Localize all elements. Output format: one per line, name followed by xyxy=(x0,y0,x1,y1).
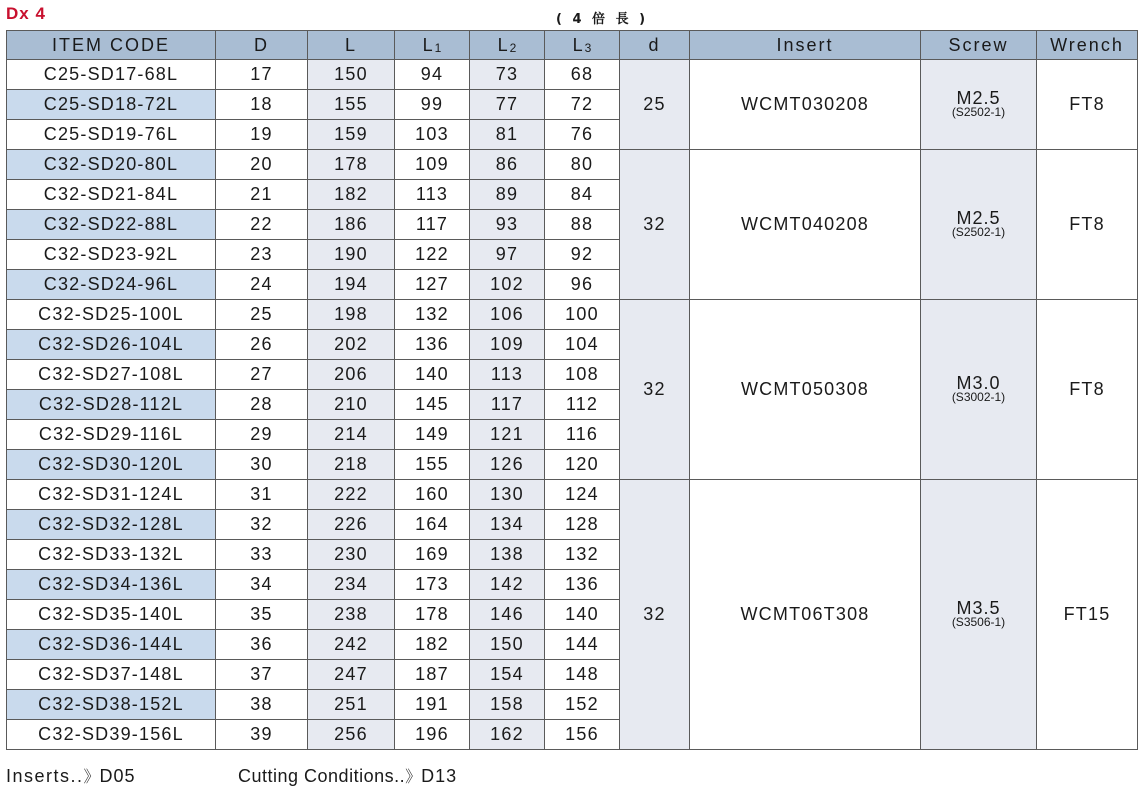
header-screw: Screw xyxy=(921,31,1037,60)
spec-table-body xyxy=(7,60,1138,750)
l-cell: 194 xyxy=(308,270,395,300)
screw-size: M3.0 xyxy=(956,373,1001,393)
l2-cell: 138 xyxy=(470,540,545,570)
header-d-lower: d xyxy=(620,31,690,60)
l1-cell: 182 xyxy=(395,630,470,660)
d-cell: 38 xyxy=(216,690,308,720)
d-cell: 27 xyxy=(216,360,308,390)
l-cell: 198 xyxy=(308,300,395,330)
header-l3-main: L xyxy=(572,34,585,55)
l-cell: 202 xyxy=(308,330,395,360)
l-cell: 230 xyxy=(308,540,395,570)
l1-cell: 149 xyxy=(395,420,470,450)
double-angle-arrow-icon: 》 xyxy=(405,769,422,786)
header-l1-main: L xyxy=(422,34,435,55)
l3-cell: 144 xyxy=(545,630,620,660)
item-code-cell: C32-SD30-120L xyxy=(7,450,216,480)
d-cell: 22 xyxy=(216,210,308,240)
l-cell: 159 xyxy=(308,120,395,150)
l2-cell: 81 xyxy=(470,120,545,150)
d-cell: 31 xyxy=(216,480,308,510)
item-code-cell: C25-SD18-72L xyxy=(7,90,216,120)
item-code-cell: C25-SD19-76L xyxy=(7,120,216,150)
l3-cell: 80 xyxy=(545,150,620,180)
shank-d-cell: 32 xyxy=(620,480,690,750)
l1-cell: 140 xyxy=(395,360,470,390)
l1-cell: 94 xyxy=(395,60,470,90)
l-cell: 210 xyxy=(308,390,395,420)
l2-cell: 97 xyxy=(470,240,545,270)
l3-cell: 148 xyxy=(545,660,620,690)
d-cell: 36 xyxy=(216,630,308,660)
item-code-cell: C32-SD27-108L xyxy=(7,360,216,390)
d-cell: 29 xyxy=(216,420,308,450)
l-cell: 150 xyxy=(308,60,395,90)
wrench-cell: FT8 xyxy=(1037,300,1138,480)
table-row xyxy=(7,60,1138,90)
l3-cell: 88 xyxy=(545,210,620,240)
item-code-cell: C32-SD22-88L xyxy=(7,210,216,240)
l2-cell: 121 xyxy=(470,420,545,450)
l2-cell: 130 xyxy=(470,480,545,510)
d-cell: 35 xyxy=(216,600,308,630)
l2-cell: 134 xyxy=(470,510,545,540)
inserts-reference[interactable] xyxy=(6,764,136,787)
l1-cell: 191 xyxy=(395,690,470,720)
l1-cell: 145 xyxy=(395,390,470,420)
item-code-cell: C32-SD21-84L xyxy=(7,180,216,210)
l3-cell: 132 xyxy=(545,540,620,570)
screw-cell xyxy=(921,150,1037,300)
l3-cell: 96 xyxy=(545,270,620,300)
l3-cell: 92 xyxy=(545,240,620,270)
l1-cell: 109 xyxy=(395,150,470,180)
table-row xyxy=(7,480,1138,510)
item-code-cell: C32-SD33-132L xyxy=(7,540,216,570)
l-cell: 206 xyxy=(308,360,395,390)
l2-cell: 146 xyxy=(470,600,545,630)
l1-cell: 187 xyxy=(395,660,470,690)
screw-cell xyxy=(921,60,1037,150)
l1-cell: 164 xyxy=(395,510,470,540)
cutting-conditions-label: Cutting Conditions.. xyxy=(238,766,406,786)
table-title: Dx 4 xyxy=(6,4,46,23)
d-cell: 20 xyxy=(216,150,308,180)
l2-cell: 86 xyxy=(470,150,545,180)
header-l: L xyxy=(308,31,395,60)
item-code-cell: C32-SD34-136L xyxy=(7,570,216,600)
l-cell: 190 xyxy=(308,240,395,270)
l2-cell: 162 xyxy=(470,720,545,750)
l-cell: 226 xyxy=(308,510,395,540)
l-cell: 242 xyxy=(308,630,395,660)
l3-cell: 152 xyxy=(545,690,620,720)
header-l2 xyxy=(470,31,545,60)
l-cell: 222 xyxy=(308,480,395,510)
l2-cell: 106 xyxy=(470,300,545,330)
l2-cell: 154 xyxy=(470,660,545,690)
item-code-cell: C25-SD17-68L xyxy=(7,60,216,90)
l1-cell: 113 xyxy=(395,180,470,210)
header-l2-sub: 2 xyxy=(509,40,517,55)
d-cell: 39 xyxy=(216,720,308,750)
table-row xyxy=(7,150,1138,180)
l2-cell: 77 xyxy=(470,90,545,120)
wrench-cell: FT15 xyxy=(1037,480,1138,750)
d-cell: 21 xyxy=(216,180,308,210)
item-code-cell: C32-SD32-128L xyxy=(7,510,216,540)
l1-cell: 136 xyxy=(395,330,470,360)
l-cell: 251 xyxy=(308,690,395,720)
l3-cell: 72 xyxy=(545,90,620,120)
l-cell: 238 xyxy=(308,600,395,630)
d-cell: 17 xyxy=(216,60,308,90)
shank-d-cell: 32 xyxy=(620,300,690,480)
l1-cell: 178 xyxy=(395,600,470,630)
screw-code: (S2502-1) xyxy=(951,225,1006,239)
l1-cell: 122 xyxy=(395,240,470,270)
l3-cell: 112 xyxy=(545,390,620,420)
item-code-cell: C32-SD20-80L xyxy=(7,150,216,180)
insert-cell: WCMT030208 xyxy=(690,60,921,150)
header-l1 xyxy=(395,31,470,60)
d-cell: 33 xyxy=(216,540,308,570)
l1-cell: 127 xyxy=(395,270,470,300)
d-cell: 37 xyxy=(216,660,308,690)
header-l1-sub: 1 xyxy=(434,40,442,55)
cutting-conditions-reference[interactable] xyxy=(238,764,457,787)
l3-cell: 128 xyxy=(545,510,620,540)
screw-code: (S2502-1) xyxy=(951,105,1006,119)
l3-cell: 136 xyxy=(545,570,620,600)
item-code-cell: C32-SD26-104L xyxy=(7,330,216,360)
d-cell: 32 xyxy=(216,510,308,540)
l-cell: 256 xyxy=(308,720,395,750)
screw-cell xyxy=(921,480,1037,750)
screw-code: (S3002-1) xyxy=(951,390,1006,404)
screw-code: (S3506-1) xyxy=(951,615,1006,629)
l3-cell: 140 xyxy=(545,600,620,630)
header-wrench: Wrench xyxy=(1037,31,1138,60)
inserts-reference-page: D05 xyxy=(99,766,136,786)
spec-table xyxy=(6,30,1138,750)
l2-cell: 93 xyxy=(470,210,545,240)
l3-cell: 116 xyxy=(545,420,620,450)
l3-cell: 120 xyxy=(545,450,620,480)
l2-cell: 73 xyxy=(470,60,545,90)
insert-cell: WCMT050308 xyxy=(690,300,921,480)
l2-cell: 126 xyxy=(470,450,545,480)
l3-cell: 100 xyxy=(545,300,620,330)
inserts-reference-label: Inserts.. xyxy=(6,766,84,786)
insert-cell: WCMT040208 xyxy=(690,150,921,300)
l1-cell: 196 xyxy=(395,720,470,750)
l-cell: 186 xyxy=(308,210,395,240)
l2-cell: 150 xyxy=(470,630,545,660)
l-cell: 218 xyxy=(308,450,395,480)
l3-cell: 84 xyxy=(545,180,620,210)
l-cell: 178 xyxy=(308,150,395,180)
l1-cell: 155 xyxy=(395,450,470,480)
d-cell: 23 xyxy=(216,240,308,270)
double-angle-arrow-icon: 》 xyxy=(83,769,100,786)
item-code-cell: C32-SD38-152L xyxy=(7,690,216,720)
d-cell: 34 xyxy=(216,570,308,600)
d-cell: 18 xyxy=(216,90,308,120)
l3-cell: 76 xyxy=(545,120,620,150)
l-cell: 214 xyxy=(308,420,395,450)
insert-cell: WCMT06T308 xyxy=(690,480,921,750)
item-code-cell: C32-SD35-140L xyxy=(7,600,216,630)
item-code-cell: C32-SD25-100L xyxy=(7,300,216,330)
l1-cell: 117 xyxy=(395,210,470,240)
d-cell: 25 xyxy=(216,300,308,330)
l-cell: 234 xyxy=(308,570,395,600)
l1-cell: 169 xyxy=(395,540,470,570)
screw-size: M3.5 xyxy=(956,598,1001,618)
screw-size: M2.5 xyxy=(956,208,1001,228)
item-code-cell: C32-SD31-124L xyxy=(7,480,216,510)
item-code-cell: C32-SD24-96L xyxy=(7,270,216,300)
l2-cell: 102 xyxy=(470,270,545,300)
shank-d-cell: 32 xyxy=(620,150,690,300)
l2-cell: 158 xyxy=(470,690,545,720)
item-code-cell: C32-SD36-144L xyxy=(7,630,216,660)
l2-cell: 113 xyxy=(470,360,545,390)
item-code-cell: C32-SD39-156L xyxy=(7,720,216,750)
item-code-cell: C32-SD37-148L xyxy=(7,660,216,690)
table-row xyxy=(7,300,1138,330)
l3-cell: 124 xyxy=(545,480,620,510)
wrench-cell: FT8 xyxy=(1037,150,1138,300)
header-insert: Insert xyxy=(690,31,921,60)
l2-cell: 89 xyxy=(470,180,545,210)
header-l3 xyxy=(545,31,620,60)
l3-cell: 156 xyxy=(545,720,620,750)
item-code-cell: C32-SD29-116L xyxy=(7,420,216,450)
l3-cell: 108 xyxy=(545,360,620,390)
l3-cell: 68 xyxy=(545,60,620,90)
item-code-cell: C32-SD28-112L xyxy=(7,390,216,420)
cutting-conditions-page: D13 xyxy=(421,766,458,786)
d-cell: 26 xyxy=(216,330,308,360)
l1-cell: 99 xyxy=(395,90,470,120)
header-l2-main: L xyxy=(497,34,510,55)
d-cell: 30 xyxy=(216,450,308,480)
l-cell: 155 xyxy=(308,90,395,120)
l1-cell: 132 xyxy=(395,300,470,330)
shank-d-cell: 25 xyxy=(620,60,690,150)
screw-size: M2.5 xyxy=(956,88,1001,108)
screw-cell xyxy=(921,300,1037,480)
header-d-upper: D xyxy=(216,31,308,60)
table-subtitle: ( 4 倍 長 ) xyxy=(556,12,649,27)
l-cell: 182 xyxy=(308,180,395,210)
l-cell: 247 xyxy=(308,660,395,690)
header-item-code: ITEM CODE xyxy=(7,31,216,60)
d-cell: 28 xyxy=(216,390,308,420)
l2-cell: 142 xyxy=(470,570,545,600)
l2-cell: 117 xyxy=(470,390,545,420)
l1-cell: 103 xyxy=(395,120,470,150)
d-cell: 24 xyxy=(216,270,308,300)
l3-cell: 104 xyxy=(545,330,620,360)
item-code-cell: C32-SD23-92L xyxy=(7,240,216,270)
l1-cell: 173 xyxy=(395,570,470,600)
header-l3-sub: 3 xyxy=(584,40,592,55)
d-cell: 19 xyxy=(216,120,308,150)
l1-cell: 160 xyxy=(395,480,470,510)
l2-cell: 109 xyxy=(470,330,545,360)
header-row xyxy=(7,31,1138,60)
wrench-cell: FT8 xyxy=(1037,60,1138,150)
